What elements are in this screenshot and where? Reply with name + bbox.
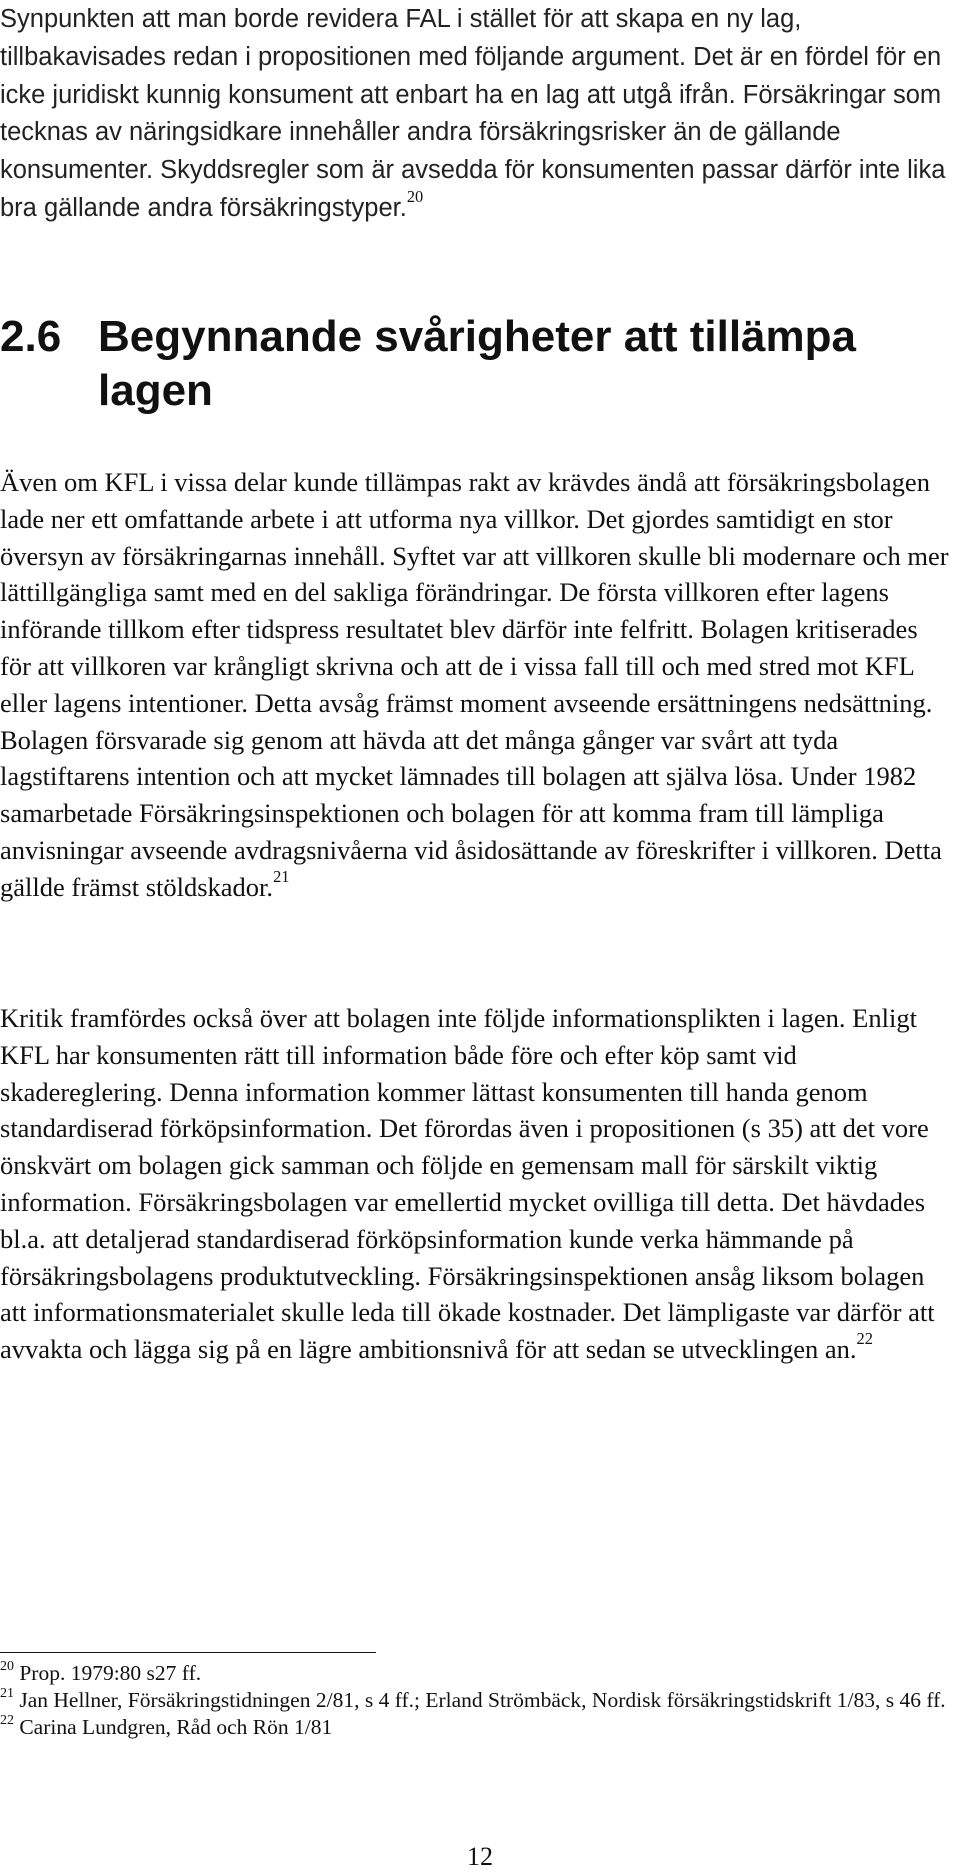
footnote-number: 22 <box>0 1713 14 1729</box>
body-paragraph-1 <box>0 464 955 906</box>
footnotes-section <box>0 1660 955 1741</box>
page-number: 12 <box>467 1842 493 1871</box>
footnote-text: Prop. 1979:80 s27 ff. <box>19 1661 202 1685</box>
body-paragraph-2-text: Kritik framfördes också över att bolagen inte följde informationsplikten i lagen. Enligt KFL har konsumenten rätt till information både före och efter köp samt vid skadereglering. Denna information kommer lättast konsumenten till handa genom standardiserad förköpsinformation. Det förordas även i propositionen (s 35) att det vore önskvärt om bolagen gick samman och följde en gemensam mall för särskilt viktig information. Försäkringsbolagen var emellertid mycket ovilliga till detta. Det hävdades bl.a. att detaljerad standardiserad förköpsinformation kunde verka hämmande på försäkringsbolagens produktutveckling. Försäkringsinspektionen ansåg liksom bolagen att informationsmaterialet skulle leda till ökade kostnader. Det lämpligaste var därför att avvakta och lägga sig på en lägre ambitionsnivå för att sedan se utvecklingen an. <box>0 1003 935 1365</box>
body-paragraph-1-text: Även om KFL i vissa delar kunde tillämpas rakt av krävdes ändå att försäkringsbolagen lade ner ett omfattande arbete i att utforma nya villkor. Det gjordes samtidigt en stor översyn av försäkringarnas innehåll. Syftet var att villkoren skulle bli modernare och mer lättillgängliga samt med en del sakliga förändringar. De första villkoren efter lagens införande tillkom efter tidspress resultatet blev därför inte felfritt. Bolagen kritiserades för att villkoren var krångligt skrivna och att de i vissa fall till och med stred mot KFL eller lagens intentioner. Detta avsåg främst moment avseende ersättningens nedsättning. Bolagen försvarade sig genom att hävda att det många gånger var svårt att tyda lagstiftarens intention och att mycket lämnades till bolagen att själva lösa. Under 1982 samarbetade Försäkringsinspektionen och bolagen för att komma fram till lämpliga anvisningar avseende avdragsnivåerna vid åsidosättande av föreskrifter i villkoren. Detta gällde främst stöldskador. <box>0 467 949 902</box>
body-paragraph-2 <box>0 1000 955 1368</box>
intro-paragraph-text: Synpunkten att man borde revidera FAL i stället för att skapa en ny lag, tillbakavisades redan i propositionen med följande argument. Det är en fördel för en icke juridiskt kunnig konsument att enbart ha en lag att utgå ifrån. Försäkringar som tecknas av näringsidkare innehåller andra försäkringsrisker än de gällande konsumenter. Skyddsregler som är avsedda för konsumenten passar därför inte lika bra gällande andra försäkringstyper. <box>0 5 946 222</box>
footnote-item <box>0 1714 955 1741</box>
footnote-reference-21[interactable]: 21 <box>273 866 290 886</box>
footnote-text: Carina Lundgren, Råd och Rön 1/81 <box>19 1715 333 1739</box>
intro-paragraph <box>0 0 955 227</box>
footnote-text: Jan Hellner, Försäkringstidningen 2/81, s 4 ff.; Erland Strömbäck, Nordisk försäkringstidskrift 1/83, s 46 ff. <box>19 1688 946 1712</box>
footnote-item <box>0 1660 955 1687</box>
footnote-item <box>0 1687 955 1714</box>
footnote-reference-22[interactable]: 22 <box>856 1329 873 1349</box>
footnote-number: 20 <box>0 1659 14 1675</box>
section-number: 2.6 <box>0 312 62 361</box>
section-title: Begynnande svårigheter att tillämpa lagen <box>98 312 856 415</box>
section-heading <box>0 310 955 418</box>
footnote-number: 21 <box>0 1686 14 1702</box>
footnote-separator <box>0 1652 376 1653</box>
footnote-reference-20[interactable]: 20 <box>406 187 424 207</box>
